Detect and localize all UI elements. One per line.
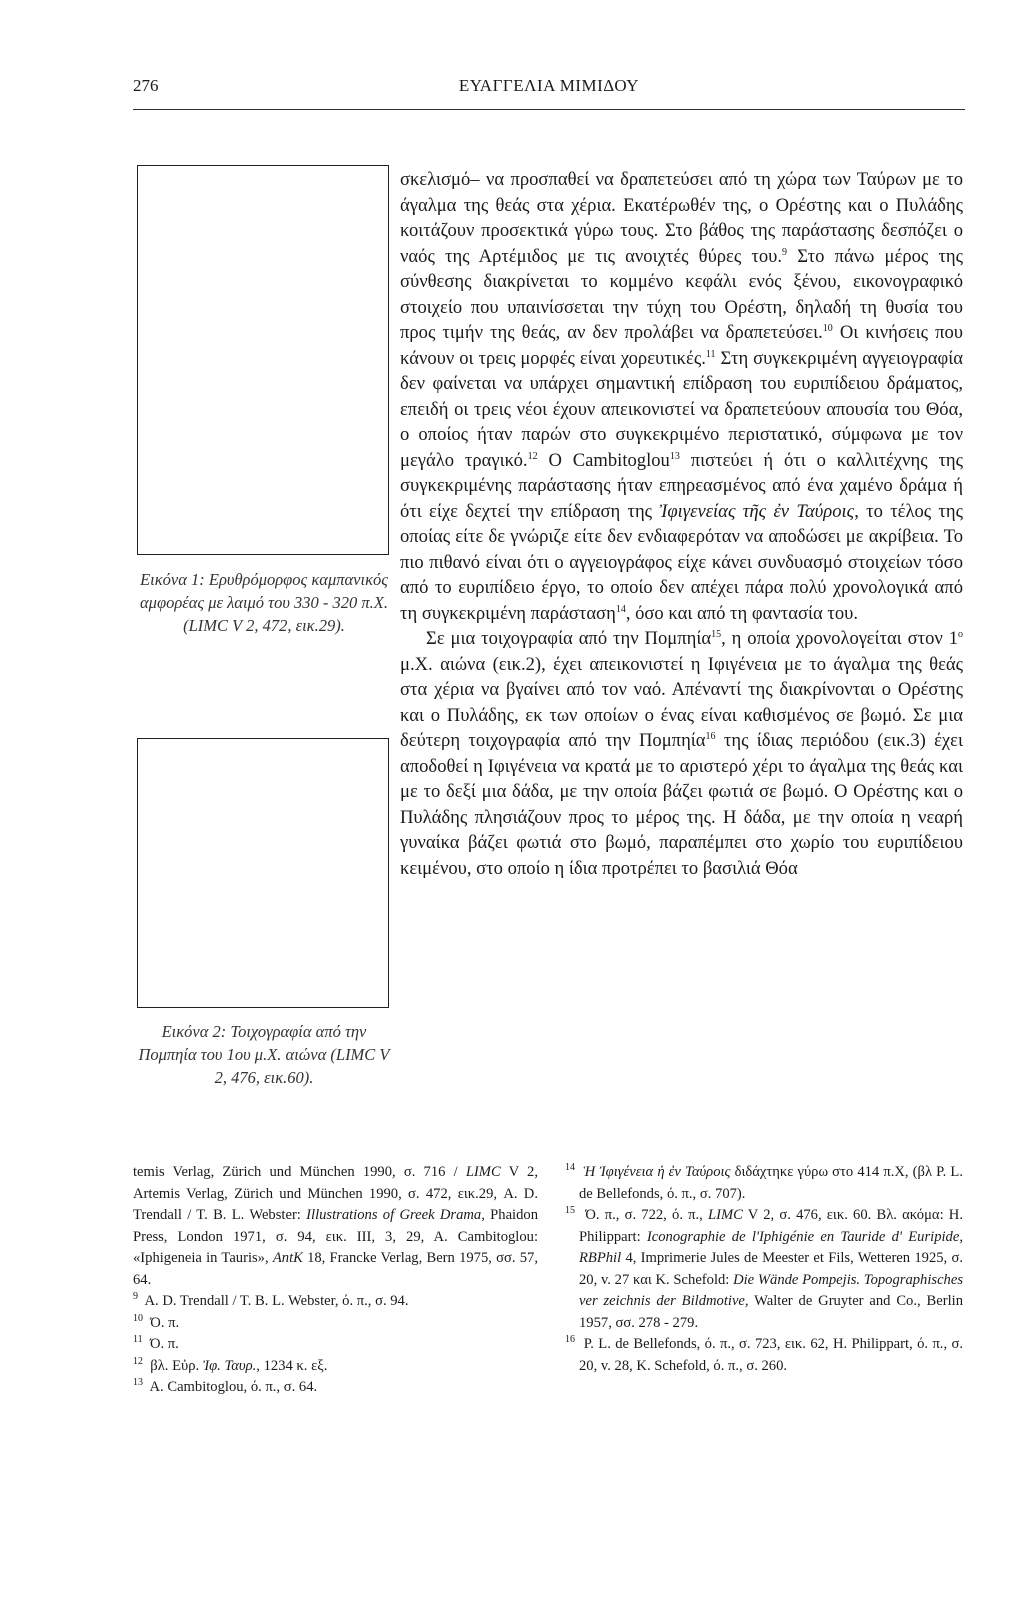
footnote-11: $^{11}$ Ό. π. [133, 1334, 179, 1352]
figure-2-caption-text: Εικόνα 2: Τοιχογραφία από την Πομπηία του 1ου μ.Χ. αιώνα (LIMC V 2, 476, εικ.60). [138, 1022, 390, 1087]
footnote-12: $^{12}$ βλ. Εὐρ. Ἰφ. Ταυρ., 1234 κ. εξ. [133, 1355, 328, 1374]
footnote-ref-10: 10 [822, 322, 833, 334]
footnote-13: $^{13}$ A. Cambitoglou, ό. π., σ. 64. [133, 1377, 318, 1395]
footnote-ref-15: 15 [711, 628, 722, 640]
footnote-continuation: temis Verlag, Zürich und München 1990, σ. 716 / LIMC V 2, Artemis Verlag, Zürich und München 1990, σ. 472, εικ.29, A. D. Trendall / T. B. L. Webster: Illustrations of Greek Drama, Phaidon Press, London 1971, σ. 94, εικ. III, 3, 29, A. Cambitoglou: «Iphigeneia in Tauris», AntK 18, Francke Verlag, Bern 1975, σσ. 57, 64. [133, 1164, 539, 1288]
footnote-9: $^9$ A. D. Trendall / T. B. L. Webster, ό. π., σ. 94. [133, 1291, 409, 1309]
footnote-ref-16: 16 [705, 730, 716, 742]
work-title: Ἰφιγενείας τῆς ἐν Ταύροις [659, 500, 855, 522]
footnote-ref-14: 14 [615, 603, 626, 615]
ordinal-superscript: ο [958, 628, 963, 640]
footnote-10: $^{10}$ Ό. π. [133, 1312, 180, 1331]
footnotes-right [565, 1162, 963, 1377]
running-title: ΕΥΑΓΓΕΛΙΑ ΜΙΜΙΔΟΥ [458, 76, 640, 95]
footnote-ref-11: 11 [705, 348, 716, 360]
footnote-ref-13: 13 [669, 450, 680, 462]
footnote-ref-9: 9 [782, 246, 788, 258]
figure-1-caption: Εικόνα 1: Ερυθρόμορφος καμπανικός αμφορέας με λαιμό του 330 - 320 π.Χ. (LIMC V 2, 472, εικ.29). [140, 570, 388, 635]
footnote-15: $^{15}$ Ό. π., σ. 722, ό. π., LIMC V 2, σ. 476, εικ. 60. Βλ. ακόμα: H. Philippart: Iconographie de l'Iphigénie en Tauride d' Euripide, RBPhil 4, Imprimerie Jules de Meester et Fils, Wetteren 1925, σ. 20, v. 27 και K. Schefold: Die Wände Pompejis. Topographisches ver zeichnis der Bildmotive, Walter de Gruyter and Co., Berlin 1957, σσ. 278 - 279. [565, 1205, 963, 1331]
footnote-ref-12: 12 [527, 450, 538, 462]
figure-2-frame [137, 738, 389, 1008]
body-text [400, 167, 963, 881]
figure-1-frame [137, 165, 389, 555]
footnotes-left [133, 1162, 538, 1399]
paragraph-1: σκελισμό– να προσπαθεί να δραπετεύσει από τη χώρα των Ταύρων με το άγαλμα της θεάς στα χέρια. Εκατέρωθέν της, ο Ορέστης και ο Πυλάδης κοιτάζουν προσεκτικά γύρω τους. Στο βάθος της παράστασης δεσπόζει ο ναός της Αρτέμιδος με τις ανοιχτές θύρες του.$^9$ Στο πάνω μέρος της σύνθεσης διακρίνεται το κομμένο κεφάλι ενός ξένου, εικονογραφικό στοιχείο που υπαινίσσεται την τύχη του Ορέστη, δηλαδή τη θυσία του προς τιμήν της θεάς, αν δεν προλάβει να δραπετεύσει.$^{10}$ Οι κινήσεις που κάνουν οι τρεις μορφές είναι χορευτικές.$^{11}$ Στη συγκεκριμένη αγγειογραφία δεν φαίνεται να υπάρχει σημαντική επίδραση του ευριπίδειου δράματος, επειδή οι τρεις νέοι έχουν απεικονιστεί να δραπετεύουν απουσία του Θόα, ο οποίος ήταν παρών στο συγκεκριμένο περιστατικό, σύμφωνα με τον μεγάλο τραγικό.$^{12}$ Ο Cambitoglou$^{13}$ πιστεύει ή ότι ο καλλιτέχνης της συγκεκριμένης παράστασης ήταν επηρεασμένος από ένα χαμένο δράμα ή ότι είχε δεχτεί την επίδραση της Ἰφιγενείας τῆς ἐν Ταύροις, το τέλος της οποίας είτε δε γνώριζε είτε δεν ενδιαφερόταν να αποδώσει με ακρίβεια. Το πιο πιθανό είναι ότι ο αγγειογράφος είχε κάνει συνδυασμό στοιχείων τόσο από το ευριπίδειο έργο, το οποίο δεν απέχει πάρα πολύ χρονολογικά από τη συγκεκριμένη παράσταση$^{14}$, όσο και από τη φαντασία του. [400, 169, 963, 624]
page-number: 276 [133, 76, 159, 95]
figure-2-caption [133, 1020, 395, 1089]
header-rule [133, 109, 965, 110]
footnote-14: $^{14}$ Ἡ Ἰφιγένεια ἡ ἐν Ταύροις διδάχτηκε γύρω στο 414 π.Χ, (βλ P. L. de Bellefonds, ό. π., σ. 707). [565, 1162, 963, 1202]
paragraph-2: Σε μια τοιχογραφία από την Πομπηία$^{15}$, η οποία χρονολογείται στον $1^o$ μ.Χ. αιώνα (εικ.2), έχει απεικονιστεί η Ιφιγένεια με το άγαλμα της θεάς στα χέρια να βγαίνει από τον ναό. Απέναντί της διακρίνονται ο Ορέστης και ο Πυλάδης, εκ των οποίων ο ένας είναι καθισμένος σε βωμό. Σε μια δεύτερη τοιχογραφία από την Πομπηία$^{16}$ της ίδιας περιόδου (εικ.3) έχει αποδοθεί η Ιφιγένεια να κρατά με το αριστερό χέρι το άγαλμα της θεάς και με το δεξί μια δάδα, με την οποία βάζει φωτιά σε βωμό. Ο Ορέστης και ο Πυλάδης πλησιάζουν προς το μέρος της. Η δάδα, με την οποία η νεαρή γυναίκα βάζει φωτιά στο βωμό, παραπέμπει στο χωρίο του ευριπίδειου κειμένου, στο οποίο η ίδια προτρέπει το βασιλιά Θόα [400, 628, 963, 879]
footnote-16: $^{16}$ P. L. de Bellefonds, ό. π., σ. 723, εικ. 62, H. Philippart, ό. π., σ. 20, v. 28, K. Schefold, ό. π., σ. 260. [565, 1334, 964, 1374]
page-header [133, 76, 965, 106]
